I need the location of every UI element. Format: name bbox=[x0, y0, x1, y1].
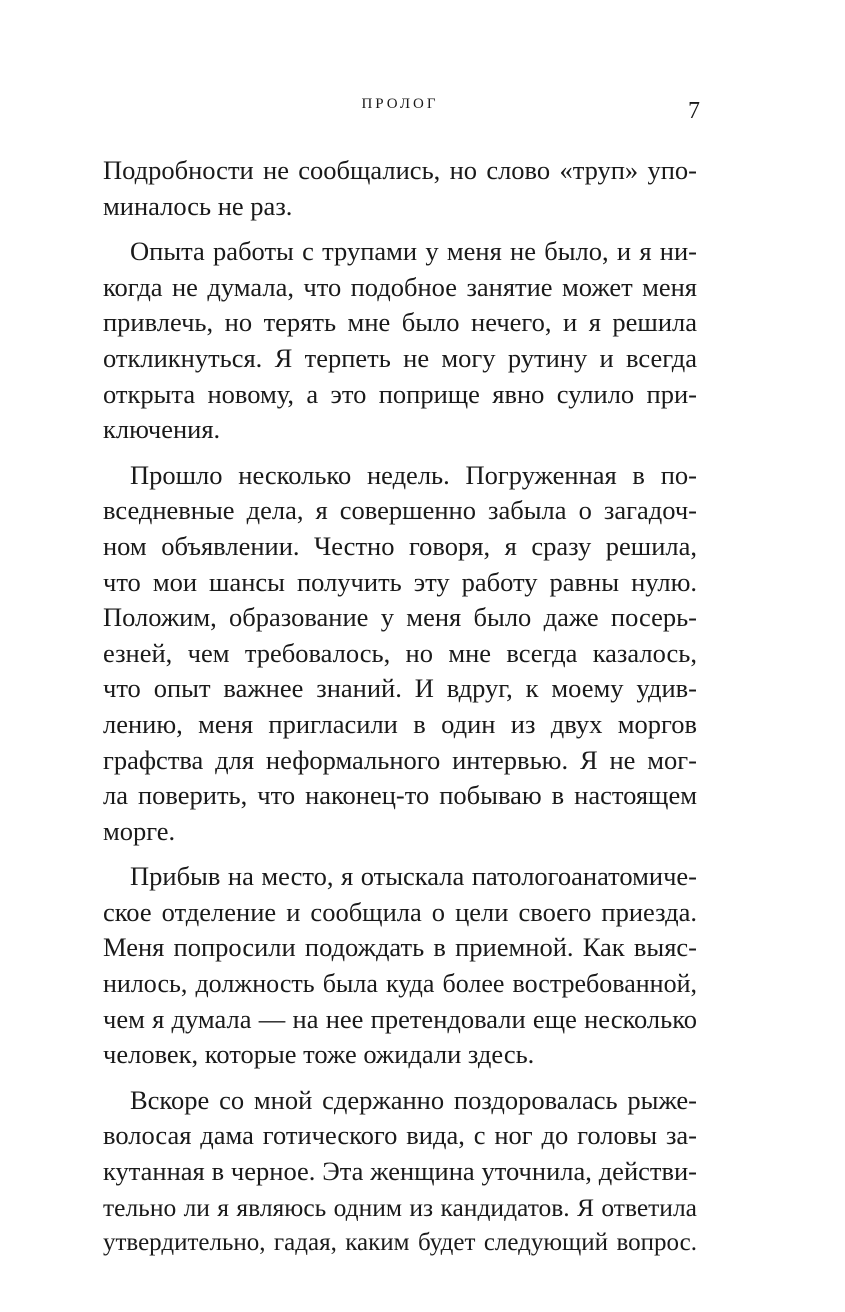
text-line: нилось, должность была куда более востребованной, bbox=[103, 969, 697, 999]
text-line: когда не думала, что подобное занятие может меня bbox=[103, 271, 697, 302]
text-line: графства для неформального интервью. Я не мог- bbox=[103, 744, 697, 775]
body-text bbox=[103, 153, 697, 1261]
text-line: тельно ли я являюсь одним из кандидатов. Я ответила bbox=[103, 1192, 697, 1222]
text-line: лению, меня пригласили в один из двух моргов bbox=[103, 708, 697, 739]
text-line: езней, чем требовалось, но мне всегда казалось, bbox=[103, 637, 697, 668]
text-line: Опыта работы с трупами у меня не было, и я ни- bbox=[130, 236, 697, 267]
text-line: откликнуться. Я терпеть не могу рутину и всегда bbox=[103, 342, 697, 373]
text-line: ном объявлении. Честно говоря, я сразу решила, bbox=[103, 530, 697, 561]
text-line: Прошло несколько недель. Погруженная в по- bbox=[130, 459, 697, 490]
text-line: кутанная в черное. Эта женщина уточнила, действи- bbox=[103, 1156, 697, 1187]
text-line: Положим, образование у меня было даже посерь- bbox=[103, 602, 697, 633]
text-line: открыта новому, а это поприще явно сулило при- bbox=[103, 378, 697, 409]
text-line: миналось не раз. bbox=[103, 190, 293, 221]
text-line: что опыт важнее знаний. И вдруг, к моему удив- bbox=[103, 673, 697, 704]
text-line: морге. bbox=[103, 815, 176, 846]
text-line: человек, которые тоже ожидали здесь. bbox=[103, 1039, 535, 1070]
page-number: 7 bbox=[688, 98, 700, 124]
text-line: что мои шансы получить эту работу равны нулю. bbox=[103, 566, 697, 597]
text-line: Вскоре со мной сдержанно поздоровалась рыже- bbox=[130, 1084, 697, 1115]
text-line: вседневные дела, я совершенно забыла о загадоч- bbox=[103, 495, 697, 526]
text-line: чем я думала — на нее претендовали еще несколько bbox=[103, 1003, 697, 1034]
text-line: Меня попросили подождать в приемной. Как выяс- bbox=[103, 932, 697, 963]
text-line: ла поверить, что наконец-то побываю в настоящем bbox=[103, 780, 697, 811]
running-title: ПРОЛОГ bbox=[361, 96, 439, 112]
text-line: ключения. bbox=[103, 414, 221, 445]
text-line: ское отделение и сообщила о цели своего приезда. bbox=[103, 896, 697, 927]
text-line: волосая дама готического вида, с ног до головы за- bbox=[103, 1120, 697, 1151]
text-line: привлечь, но терять мне было нечего, и я решила bbox=[103, 307, 697, 338]
text-line: Подробности не сообщались, но слово «труп» упо- bbox=[103, 155, 697, 185]
text-line: Прибыв на место, я отыскала патологоанатомиче- bbox=[130, 861, 697, 892]
text-line: утвердительно, гадая, каким будет следующий вопрос. bbox=[103, 1229, 697, 1257]
